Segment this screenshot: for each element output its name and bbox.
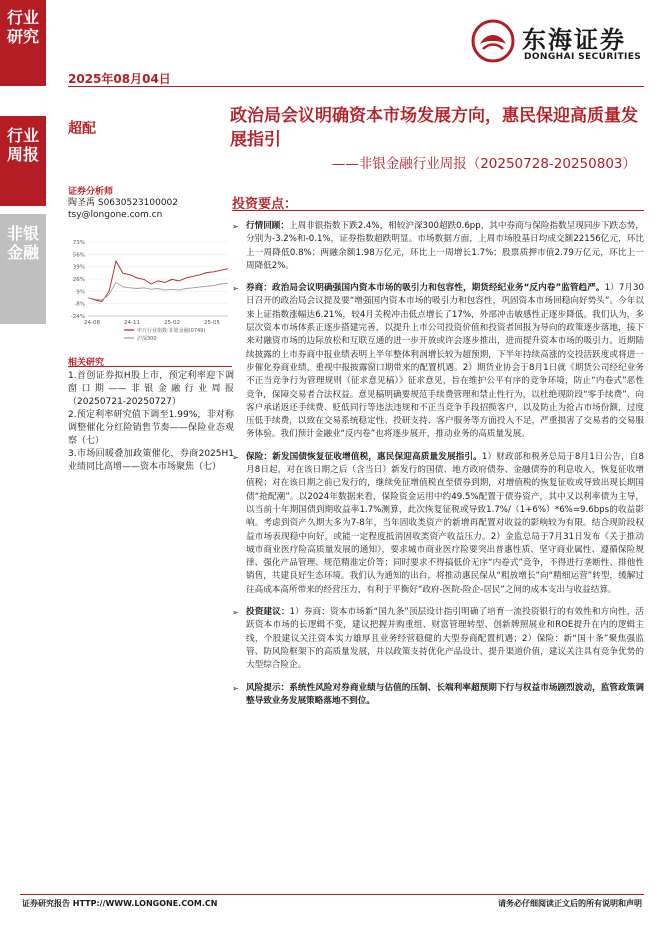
report-date: 2025年08月04日	[68, 72, 171, 86]
analyst-info	[68, 197, 228, 221]
key-point-item	[232, 606, 644, 672]
footer-left[interactable]: 证券研究报告 HTTP://WWW.LONGONE.COM.CN	[22, 899, 218, 908]
top-divider	[68, 86, 644, 87]
logo-mark-icon	[470, 18, 516, 64]
footer-right: 请务必仔细阅读正文后的所有说明和声明	[498, 899, 642, 908]
key-point-lead: 保险：新发国债恢复征收增值税，惠民保迎高质量发展指引。	[246, 451, 482, 462]
related-item[interactable]: 3.市场回暖叠加政策催化，券商2025H1业绩同比高增——资本市场聚焦（七）	[68, 449, 234, 472]
related-item[interactable]: 1.首创证券拟H股上市，预定利率迎下调窗口期——非银金融行业周报（20250721-20250727）	[68, 371, 234, 407]
y-tick-label: -8%	[74, 301, 85, 308]
key-point-lead: 券商：政治局会议明确强国内资本市场的吸引力和包容性，期货经纪业务“反内卷”监管趋严。	[246, 283, 605, 294]
rating: 超配	[68, 121, 96, 137]
bullet-arrow-icon: ➢	[232, 608, 239, 618]
legend-label: 沪深300	[137, 336, 157, 342]
logo-english: DONGHAI SECURITIES	[524, 52, 642, 62]
logo-name: 东海证券	[522, 26, 626, 54]
related-item[interactable]: 2.预定利率研究值下调至1.99%，非对称调整催化分红险销售节奏——保险业态观察（七）	[68, 410, 234, 446]
report-subtitle: ——非银金融行业周报（20250728-20250803）	[331, 156, 636, 172]
related-divider	[68, 366, 232, 367]
performance-chart	[62, 236, 232, 356]
related-heading: 相关研究	[68, 358, 105, 368]
x-tick-label: 24-11	[124, 320, 140, 326]
key-point-lead: 风险提示：系统性风险对券商业绩与估值的压制、长端利率超预期下行与权益市场剧烈波动，监管政策调整导致业务发展策略落地不到位。	[246, 682, 644, 706]
related-list	[68, 370, 234, 474]
key-point-lead: 行情回顾：	[246, 221, 289, 231]
analyst-email[interactable]: tsy@longone.com.cn	[68, 210, 163, 220]
company-logo	[470, 12, 648, 72]
y-tick-label: 56%	[72, 252, 85, 259]
key-point-text: 上周非银指数下跌2.4%，相较沪深300超跌0.6pp，其中券商与保险指数呈现同步下跌态势，分别为-3.2%和-0.1%，证券指数超跌明显。市场数据方面，上周市场股基日均成交额22156亿元，环比上一周降低0.8%；两融余额1.98万亿元，环比上一周增长1.7%；股票质押市值2.79万亿元，环比上一周降低2%。	[246, 221, 644, 271]
key-point-item	[232, 451, 644, 597]
y-tick-label: 73%	[72, 240, 85, 246]
key-point-item	[232, 282, 644, 442]
side-tab-nonbank-finance: 非银金融	[0, 214, 46, 324]
bullet-arrow-icon: ➢	[232, 452, 239, 462]
x-tick-label: 25-05	[204, 320, 220, 326]
y-tick-label: -24%	[70, 314, 85, 320]
y-tick-label: 9%	[76, 289, 85, 296]
key-point-lead: 投资建议：	[246, 607, 290, 618]
report-title: 政治局会议明确资本市场发展方向，惠民保迎高质量发展指引	[230, 106, 638, 150]
key-point-text: 1）券商：资本市场新“国九条”顶层设计指引明确了培育一流投资银行的有效性和方向性，活跃资本市场的长逻辑不变，建议把握并购重组、财富管理转型、创新牌照展业和ROE提升在内的逻辑主线，个股建议关注资本实力雄厚且业务经营稳健的大型券商配置机遇；2）保险：新“国十条”聚焦强监管、防风险框架下的高质量发展，并以政策支持优化产品设计、提升渠道价值，建议关注具有竞争优势的大型综合险企。	[246, 607, 644, 671]
key-point-item	[232, 220, 644, 273]
key-points-body	[232, 220, 644, 717]
footer-divider	[20, 894, 644, 895]
side-tab-industry-research: 行业研究	[0, 0, 46, 86]
key-point-item	[232, 682, 644, 709]
y-tick-label: 39%	[72, 264, 85, 271]
key-point-text: 1）7月30日召开的政治局会议提及要“增强国内资本市场的吸引力和包容性，巩固资本市场回稳向好势头”。今年以来上证指数涨幅达6.21%，较4月关税冲击低点增长了17%，外部冲击敏感性正逐步降低。我们认为，多层次资本市场体系正逐步搭建完善，以提升上市公司投资价值和投资者回报为导向的政策逐步落地，接下来对融资市场的边际放松和互联互通的进一步开放或许会逐步推出，进而提升资本市场的吸引力。近期陆续披露的上市券商中报业绩表明上半年整体利润增长较为超预期，下半年持续高涨的交投活跃度或将进一步催化券商业绩，重视中报披露窗口期带来的配置机遇。2）期货业协会于8月1日就《期货公司经纪业务不正当竞争行为管理规则（征求意见稿）》征求意见，旨在维护公平有序的竞争环境，防止“内卷式”恶性竞争，保障交易者合法权益。意见稿明确要规范手续费管理和禁止性行为，以杜绝现阶段“零手续费”、向客户承诺返还手续费、贬低同行等违法违规和不正当竞争手段招揽客户，以及防止为抢占市场份额，过度压低手续费，以致在交易系统稳定性、投研支持、客户服务等方面投入不足，严重损害了交易者的交易服务体验。我们预计金融业“反内卷”也将逐步展开，推动业务的高质量发展。	[246, 283, 644, 440]
series-line	[88, 261, 228, 301]
analyst-name: 陶圣禹 S0630523100002	[68, 198, 179, 208]
legend-label: 申万行业指数:非银金融(0749)	[137, 328, 206, 334]
bullet-arrow-icon: ➢	[232, 284, 239, 294]
bullet-arrow-icon: ➢	[232, 222, 239, 231]
x-tick-label: 25-02	[164, 320, 180, 326]
analyst-heading: 证券分析师	[68, 187, 114, 197]
y-tick-label: 26%	[72, 277, 85, 283]
key-points-divider	[232, 210, 644, 211]
side-tab-weekly-report: 行业周报	[0, 116, 46, 206]
bullet-arrow-icon: ➢	[232, 683, 239, 693]
x-tick-label: 24-08	[84, 320, 100, 326]
key-point-text: 1）财政部和税务总局于8月1日公告，自8月8日起，对在该日期之后（含当日）新发行的国债、地方政府债券、金融债券的利息收入，恢复征收增值税；对在该日期之前已发行的，继续免征增值税直至债券到期，对增值税的恢复征收或导致出现长期国债“抢配潮”。以2024年数据来看，保险资金运用中约49.5%配置于债券资产，其中又以利率债为主导，以当前十年期国债到期收益率1.7%测算，此次恢复征税或导致1.7%/（1+6%）*6%=9.6bps的收益影响。考虑到资产久期大多为7-8年，当年固收类资产的新增再配置对收益的影响较为有限。结合现阶段权益市场表现稳中向好，或能一定程度抵消固收类资产收益压力。2）金监总局于7月31日发布《关于推动城市商业医疗险高质量发展的通知》，要求城市商业医疗险要突出普惠性质、坚守商业属性、遵循保险规律、强化产品管理、规范精准定价等；同时要求不得搞低价无序“内卷式”竞争，不得进行垄断性、排他性销售，共建良好生态环境。我们认为通知的出台，将推动惠民保从“粗放增长”向“精细运营”转型，缓解过往高成本高所带来的经营压力，有利于平衡好“政府-医院-险企-居民”之间的成本支出与收益结算。	[246, 451, 644, 595]
key-points-heading: 投资要点：	[232, 197, 298, 212]
